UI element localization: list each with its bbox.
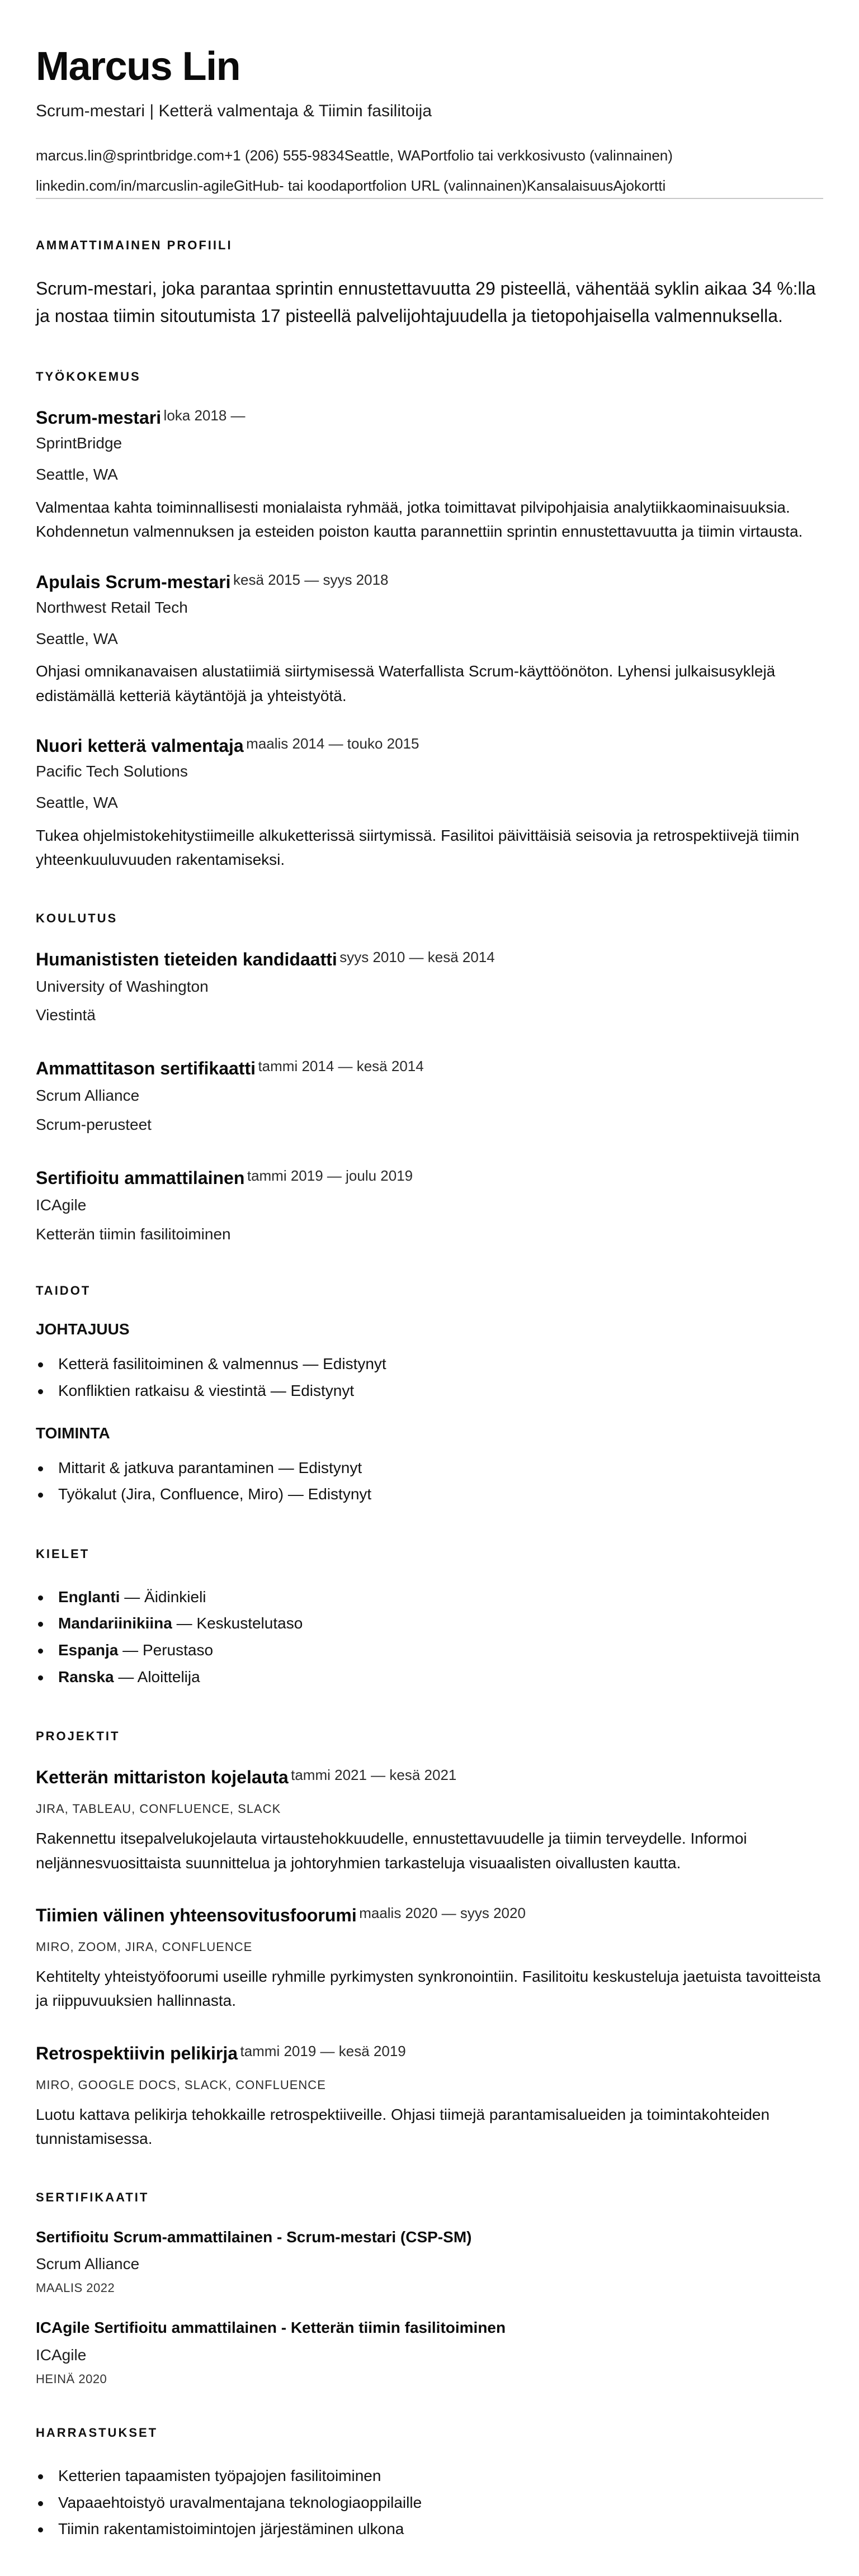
- education-entry: [36, 1057, 823, 1135]
- experience-section: [36, 370, 823, 872]
- language-item: [36, 1664, 823, 1690]
- section-title: AMMATTIMAINEN PROFIILI: [36, 238, 233, 252]
- certification-date: HEINÄ 2020: [36, 2372, 107, 2386]
- project-description: Luotu kattava pelikirja tehokkaille retrospektiiveille. Ohjasi tiimejä parantamisalueiden ja toimintakohteiden tunnistamisessa.: [36, 2105, 770, 2148]
- profile-summary: Scrum-mestari, joka parantaa sprintin ennustettavuutta 29 pisteellä, vähentää syklin aikaa 34 %:lla ja nostaa tiimin sitoutumista 17 pisteellä palvelijohtajuudella ja tietopohjaisella valmennuksella.: [36, 278, 816, 326]
- language-name: Ranska: [58, 1668, 114, 1685]
- job-dates: maalis 2014 — touko 2015: [246, 735, 419, 752]
- language-name: Englanti: [58, 1588, 120, 1606]
- job-location: Seattle, WA: [36, 794, 118, 812]
- certification-date: MAALIS 2022: [36, 2281, 115, 2295]
- skill-group: [36, 1320, 823, 1404]
- certification-issuer: ICAgile: [36, 2346, 87, 2364]
- project-tech: JIRA, TABLEAU, CONFLUENCE, SLACK: [36, 1802, 281, 1816]
- degree-dates: syys 2010 — kesä 2014: [339, 948, 495, 965]
- skill-item: Mittarit & jatkuva parantaminen — Edistynyt: [36, 1455, 823, 1481]
- section-title: KIELET: [36, 1546, 90, 1561]
- skill-list: [36, 1455, 823, 1508]
- hobby-list: [36, 2463, 823, 2542]
- profile-section: [36, 238, 823, 330]
- skill-group-title: TOIMINTA: [36, 1424, 110, 1442]
- skill-group: [36, 1424, 823, 1508]
- degree-dates: tammi 2019 — joulu 2019: [247, 1167, 413, 1184]
- contact-github[interactable]: GitHub- tai koodaportfolion URL (valinnainen): [234, 177, 527, 194]
- section-title: PROJEKTIT: [36, 1729, 120, 1744]
- certification-name: ICAgile Sertifioitu ammattilainen - Ketterän tiimin fasilitoiminen: [36, 2319, 506, 2337]
- project-description: Rakennettu itsepalvelukojelauta virtaustehokkuudelle, ennustettavuudelle ja tiimin terveydelle. Informoi neljännesvuosittaista suunnittelua ja johtoryhmien tarkasteluja visuaalisten oivallusten kautta.: [36, 1830, 747, 1872]
- language-level: — Keskustelutaso: [172, 1614, 303, 1632]
- section-title: HARRASTUKSET: [36, 2426, 158, 2440]
- degree-title: Humanististen tieteiden kandidaatti: [36, 949, 337, 969]
- degree-title: Ammattitason sertifikaatti: [36, 1058, 256, 1079]
- section-title: KOULUTUS: [36, 911, 118, 925]
- skill-item: Työkalut (Jira, Confluence, Miro) — Edistynyt: [36, 1481, 823, 1508]
- job-title: Apulais Scrum-mestari: [36, 571, 231, 592]
- job-company: Pacific Tech Solutions: [36, 763, 188, 780]
- candidate-name: Marcus Lin: [36, 44, 240, 89]
- experience-entry: [36, 406, 823, 544]
- study-field: Viestintä: [36, 1006, 96, 1024]
- section-title: TAIDOT: [36, 1284, 91, 1298]
- hobby-item: Ketterien tapaamisten työpajojen fasilitoiminen: [36, 2463, 823, 2489]
- contact-portfolio[interactable]: Portfolio tai verkkosivusto (valinnainen): [421, 147, 673, 164]
- degree-title: Sertifioitu ammattilainen: [36, 1167, 245, 1188]
- contact-citizenship: Kansalaisuus: [526, 177, 613, 194]
- job-title: Nuori ketterä valmentaja: [36, 736, 244, 756]
- project-description: Kehtitelty yhteistyöfoorumi useille ryhmille pyrkimysten synkronointiin. Fasilitoitu keskusteluja jaetuista tavoitteista ja riippuvuuksien hallinnasta.: [36, 1967, 821, 2010]
- study-field: Scrum-perusteet: [36, 1116, 152, 1134]
- study-field: Ketterän tiimin fasilitoiminen: [36, 1225, 231, 1243]
- job-description: Tukea ohjelmistokehitystiimeille alkuketterissä siirtymissä. Fasilitoi päivittäisiä seisovia ja retrospektiivejä tiimin yhteenkuuluvuuden rakentamiseksi.: [36, 826, 800, 869]
- hobbies-section: [36, 2426, 823, 2542]
- certification-name: Sertifioitu Scrum-ammattilainen - Scrum-mestari (CSP-SM): [36, 2228, 472, 2246]
- job-location: Seattle, WA: [36, 629, 118, 647]
- education-section: [36, 911, 823, 1245]
- project-tech: MIRO, ZOOM, JIRA, CONFLUENCE: [36, 1939, 253, 1954]
- skill-list: [36, 1351, 823, 1404]
- contact-phone[interactable]: +1 (206) 555-9834: [224, 147, 344, 164]
- language-item: [36, 1584, 823, 1611]
- skills-section: [36, 1284, 823, 1507]
- hobby-item: Tiimin rakentamistoimintojen järjestäminen ulkona: [36, 2516, 823, 2542]
- contact-row-secondary: [36, 177, 823, 199]
- job-title: Scrum-mestari: [36, 407, 162, 428]
- project-tech: MIRO, GOOGLE DOCS, SLACK, CONFLUENCE: [36, 2077, 326, 2092]
- project-dates: tammi 2021 — kesä 2021: [291, 1767, 457, 1784]
- education-entry: [36, 1167, 823, 1245]
- certification-entry: [36, 2318, 823, 2386]
- language-name: Mandariinikiina: [58, 1614, 172, 1632]
- certifications-section: [36, 2190, 823, 2387]
- section-title: SERTIFIKAATIT: [36, 2190, 149, 2204]
- contact-row-primary: [36, 146, 823, 165]
- resume-header: [36, 45, 823, 199]
- skill-item: Konfliktien ratkaisu & viestintä — Edistynyt: [36, 1377, 823, 1404]
- project-dates: maalis 2020 — syys 2020: [359, 1904, 526, 1921]
- school-name: ICAgile: [36, 1196, 87, 1214]
- project-name: Ketterän mittariston kojelauta: [36, 1767, 289, 1788]
- section-title: TYÖKOKEMUS: [36, 369, 141, 383]
- certification-entry: [36, 2227, 823, 2296]
- candidate-headline: Scrum-mestari | Ketterä valmentaja & Tiimin fasilitoija: [36, 102, 432, 121]
- skill-group-title: JOHTAJUUS: [36, 1320, 130, 1338]
- job-company: Northwest Retail Tech: [36, 598, 188, 616]
- contact-email[interactable]: marcus.lin@sprintbridge.com: [36, 147, 225, 164]
- projects-section: [36, 1729, 823, 2151]
- language-item: [36, 1637, 823, 1664]
- project-dates: tammi 2019 — kesä 2019: [240, 2042, 406, 2059]
- contact-location: Seattle, WA: [344, 147, 421, 164]
- job-dates: loka 2018 —: [163, 406, 246, 424]
- language-level: — Äidinkieli: [120, 1588, 206, 1606]
- experience-entry: [36, 735, 823, 872]
- language-level: — Perustaso: [118, 1641, 214, 1659]
- project-entry: [36, 1766, 823, 1875]
- school-name: Scrum Alliance: [36, 1087, 140, 1105]
- degree-dates: tammi 2014 — kesä 2014: [258, 1058, 424, 1075]
- language-level: — Aloittelija: [114, 1668, 200, 1685]
- languages-section: [36, 1547, 823, 1690]
- language-name: Espanja: [58, 1641, 119, 1659]
- project-name: Tiimien välinen yhteensovitusfoorumi: [36, 1905, 357, 1925]
- contact-linkedin[interactable]: linkedin.com/in/marcuslin-agile: [36, 177, 234, 194]
- experience-entry: [36, 571, 823, 708]
- job-company: SprintBridge: [36, 434, 122, 452]
- job-description: Ohjasi omnikanavaisen alustatiimiä siirtymisessä Waterfallista Scrum-käyttöönöton. Lyhensi julkaisusyklejä edistämällä ketteriä käytäntöjä ja yhteistyötä.: [36, 662, 776, 704]
- job-location: Seattle, WA: [36, 466, 118, 484]
- skill-item: Ketterä fasilitoiminen & valmennus — Edistynyt: [36, 1351, 823, 1377]
- project-entry: [36, 1904, 823, 2013]
- contact-drivers-license: Ajokortti: [613, 177, 666, 194]
- education-entry: [36, 948, 823, 1026]
- hobby-item: Vapaaehtoistyö uravalmentajana teknologiaoppilaille: [36, 2489, 823, 2516]
- project-name: Retrospektiivin pelikirja: [36, 2043, 238, 2063]
- job-description: Valmentaa kahta toiminnallisesti monialaista ryhmää, jotka toimittavat pilvipohjaisia analytiikkaominaisuuksia. Kohdennetun valmennuksen ja esteiden poiston kautta parannettiin sprintin ennustettavuutta ja tiimin virtausta.: [36, 498, 803, 541]
- language-list: [36, 1584, 823, 1690]
- project-entry: [36, 2042, 823, 2151]
- language-item: [36, 1610, 823, 1637]
- school-name: University of Washington: [36, 977, 209, 995]
- job-dates: kesä 2015 — syys 2018: [233, 571, 389, 588]
- certification-issuer: Scrum Alliance: [36, 2255, 140, 2272]
